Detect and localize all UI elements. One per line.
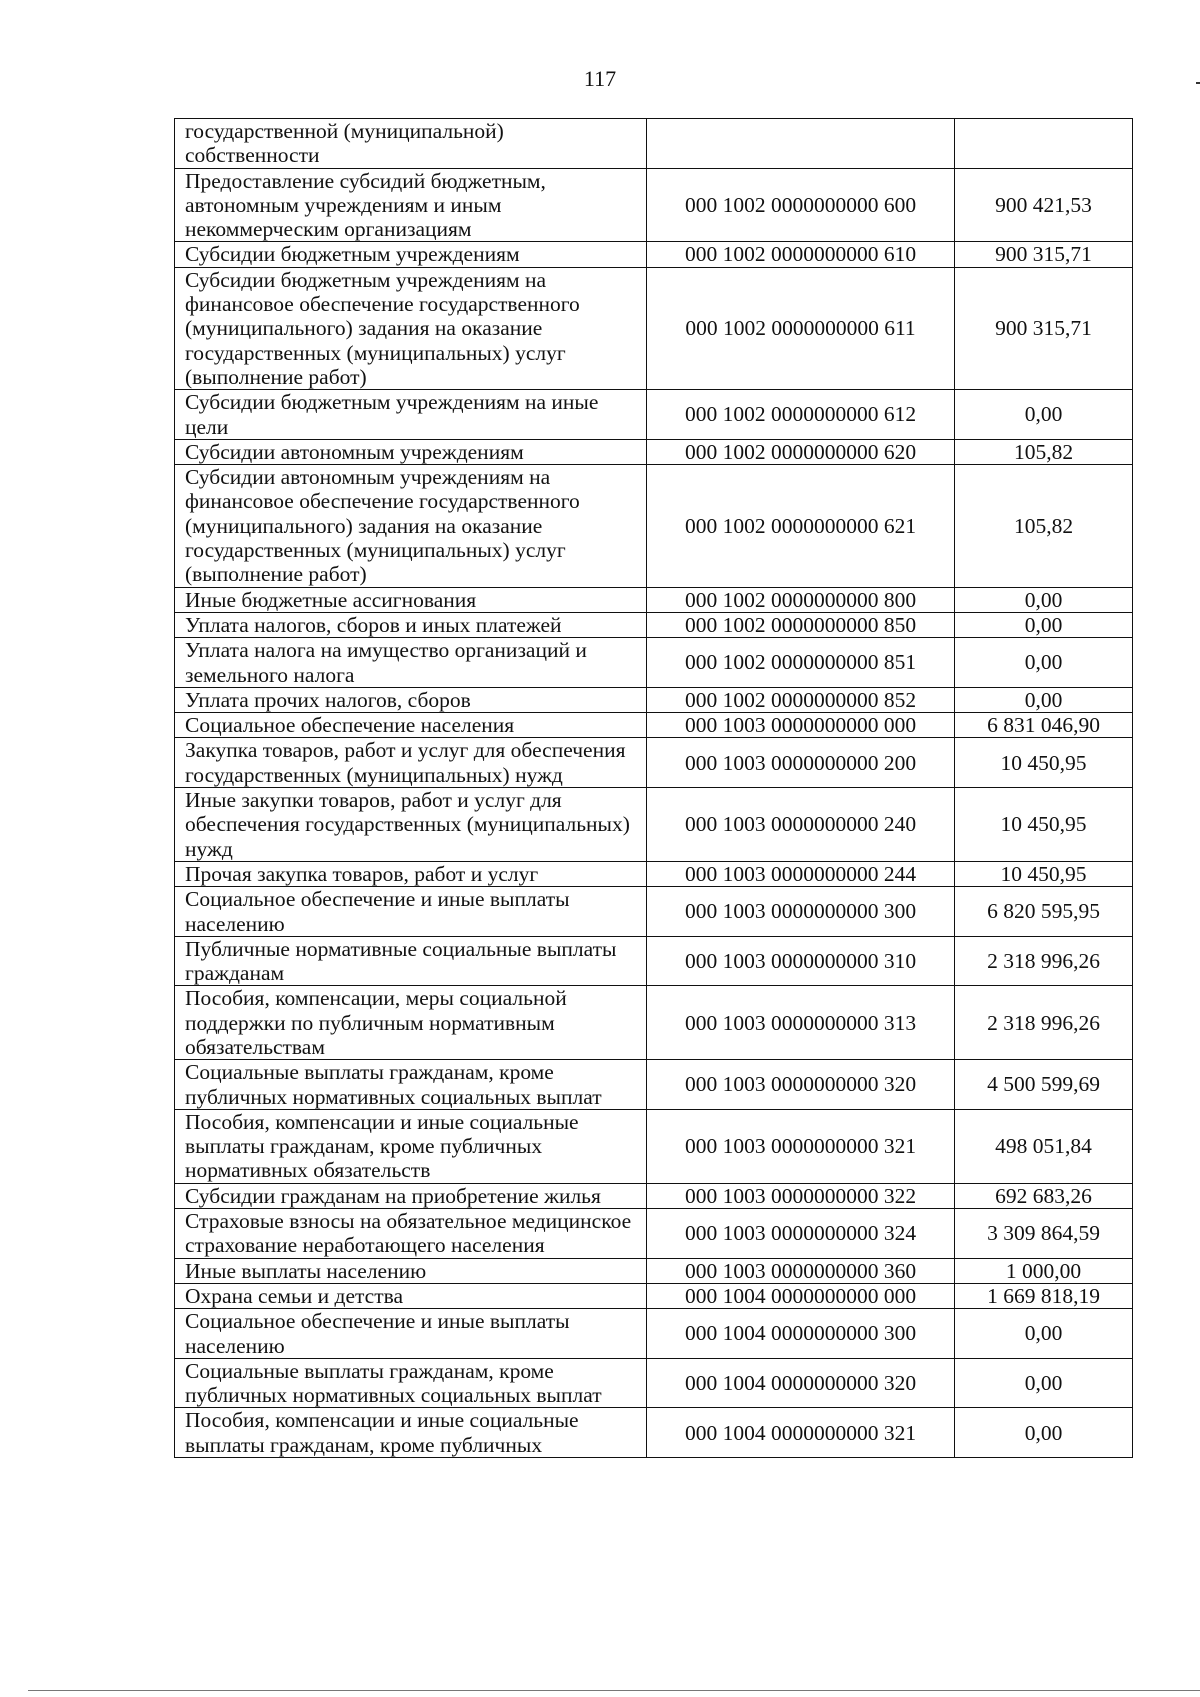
table-row [175,439,1133,464]
row-sum: 900 315,71 [955,242,1133,267]
row-name: Иные закупки товаров, работ и услуг для обеспечения государственных (муниципальных) нужд [175,788,647,862]
row-code: 000 1003 0000000000 244 [647,861,955,886]
table-row [175,390,1133,440]
row-sum: 692 683,26 [955,1183,1133,1208]
row-name: государственной (муниципальной) собственности [175,119,647,169]
table-row [175,887,1133,937]
row-code: 000 1003 0000000000 322 [647,1183,955,1208]
row-code: 000 1003 0000000000 320 [647,1060,955,1110]
row-code: 000 1002 0000000000 851 [647,638,955,688]
table-row [175,1109,1133,1183]
row-name: Субсидии бюджетным учреждениям на финансовое обеспечение государственного (муниципального) задания на оказание государственных (муниципальных) услуг (выполнение работ) [175,267,647,389]
row-sum: 4 500 599,69 [955,1060,1133,1110]
table-row [175,1358,1133,1408]
row-name: Субсидии автономным учреждениям на финансовое обеспечение государственного (муниципального) задания на оказание государственных (муниципальных) услуг (выполнение работ) [175,465,647,587]
row-code: 000 1002 0000000000 600 [647,168,955,242]
row-sum: 0,00 [955,1358,1133,1408]
row-code: 000 1002 0000000000 800 [647,587,955,612]
budget-table [174,118,1133,1458]
row-code: 000 1004 0000000000 000 [647,1283,955,1308]
table-row [175,1408,1133,1458]
row-sum: 10 450,95 [955,738,1133,788]
table-row [175,612,1133,637]
row-code: 000 1002 0000000000 611 [647,267,955,389]
row-sum: 105,82 [955,439,1133,464]
row-code: 000 1003 0000000000 200 [647,738,955,788]
row-name: Субсидии автономным учреждениям [175,439,647,464]
row-name: Социальное обеспечение и иные выплаты населению [175,887,647,937]
row-name: Уплата прочих налогов, сборов [175,687,647,712]
row-name: Пособия, компенсации и иные социальные выплаты гражданам, кроме публичных нормативных обязательств [175,1109,647,1183]
row-sum: 0,00 [955,638,1133,688]
row-code: 000 1003 0000000000 310 [647,936,955,986]
table-row [175,1183,1133,1208]
table-row [175,687,1133,712]
row-code: 000 1003 0000000000 324 [647,1209,955,1259]
row-sum: 2 318 996,26 [955,936,1133,986]
table-row [175,936,1133,986]
row-name: Социальное обеспечение и иные выплаты населению [175,1309,647,1359]
row-sum: 6 820 595,95 [955,887,1133,937]
budget-table-body [175,119,1133,1458]
row-code: 000 1002 0000000000 612 [647,390,955,440]
row-name: Прочая закупка товаров, работ и услуг [175,861,647,886]
row-name: Социальное обеспечение населения [175,713,647,738]
row-name: Субсидии гражданам на приобретение жилья [175,1183,647,1208]
row-sum: 3 309 864,59 [955,1209,1133,1259]
row-name: Страховые взносы на обязательное медицинское страхование неработающего населения [175,1209,647,1259]
page-number: 117 [583,66,617,91]
row-code [647,119,955,169]
table-row [175,465,1133,587]
row-sum: 0,00 [955,687,1133,712]
row-name: Пособия, компенсации, меры социальной поддержки по публичным нормативным обязательствам [175,986,647,1060]
row-sum: 900 315,71 [955,267,1133,389]
table-row [175,1258,1133,1283]
row-sum: 498 051,84 [955,1109,1133,1183]
table-row [175,861,1133,886]
row-sum: 900 421,53 [955,168,1133,242]
table-row [175,587,1133,612]
row-code: 000 1003 0000000000 240 [647,788,955,862]
row-sum: 10 450,95 [955,861,1133,886]
scan-artifact-line [28,1690,1200,1691]
table-row [175,168,1133,242]
row-sum: 10 450,95 [955,788,1133,862]
row-sum: 1 669 818,19 [955,1283,1133,1308]
row-sum: 0,00 [955,612,1133,637]
row-sum: 6 831 046,90 [955,713,1133,738]
row-sum: 0,00 [955,1309,1133,1359]
row-sum: 0,00 [955,587,1133,612]
row-code: 000 1002 0000000000 850 [647,612,955,637]
row-sum: 0,00 [955,390,1133,440]
row-name: Субсидии бюджетным учреждениям на иные цели [175,390,647,440]
table-row [175,788,1133,862]
row-code: 000 1002 0000000000 621 [647,465,955,587]
table-row [175,119,1133,169]
row-sum: 105,82 [955,465,1133,587]
row-name: Иные бюджетные ассигнования [175,587,647,612]
row-name: Закупка товаров, работ и услуг для обеспечения государственных (муниципальных) нужд [175,738,647,788]
row-code: 000 1004 0000000000 320 [647,1358,955,1408]
table-row [175,1209,1133,1259]
row-code: 000 1004 0000000000 321 [647,1408,955,1458]
row-sum [955,119,1133,169]
row-name: Предоставление субсидий бюджетным, автономным учреждениям и иным некоммерческим организациям [175,168,647,242]
row-code: 000 1003 0000000000 321 [647,1109,955,1183]
table-row [175,1060,1133,1110]
table-row [175,267,1133,389]
row-name: Иные выплаты населению [175,1258,647,1283]
row-name: Охрана семьи и детства [175,1283,647,1308]
row-code: 000 1004 0000000000 300 [647,1309,955,1359]
row-name: Уплата налога на имущество организаций и земельного налога [175,638,647,688]
row-code: 000 1003 0000000000 313 [647,986,955,1060]
row-name: Субсидии бюджетным учреждениям [175,242,647,267]
table-row [175,986,1133,1060]
table-row [175,242,1133,267]
table-row [175,1309,1133,1359]
row-code: 000 1003 0000000000 000 [647,713,955,738]
row-code: 000 1002 0000000000 620 [647,439,955,464]
row-name: Уплата налогов, сборов и иных платежей [175,612,647,637]
row-code: 000 1002 0000000000 852 [647,687,955,712]
scan-artifact-mark [1196,82,1200,84]
row-code: 000 1003 0000000000 300 [647,887,955,937]
row-name: Социальные выплаты гражданам, кроме публичных нормативных социальных выплат [175,1358,647,1408]
table-row [175,738,1133,788]
row-sum: 1 000,00 [955,1258,1133,1283]
table-row [175,1283,1133,1308]
row-sum: 2 318 996,26 [955,986,1133,1060]
row-sum: 0,00 [955,1408,1133,1458]
budget-table-container [174,118,1132,1458]
table-row [175,713,1133,738]
row-name: Социальные выплаты гражданам, кроме публичных нормативных социальных выплат [175,1060,647,1110]
row-name: Пособия, компенсации и иные социальные выплаты гражданам, кроме публичных [175,1408,647,1458]
row-name: Публичные нормативные социальные выплаты гражданам [175,936,647,986]
row-code: 000 1003 0000000000 360 [647,1258,955,1283]
table-row [175,638,1133,688]
row-code: 000 1002 0000000000 610 [647,242,955,267]
